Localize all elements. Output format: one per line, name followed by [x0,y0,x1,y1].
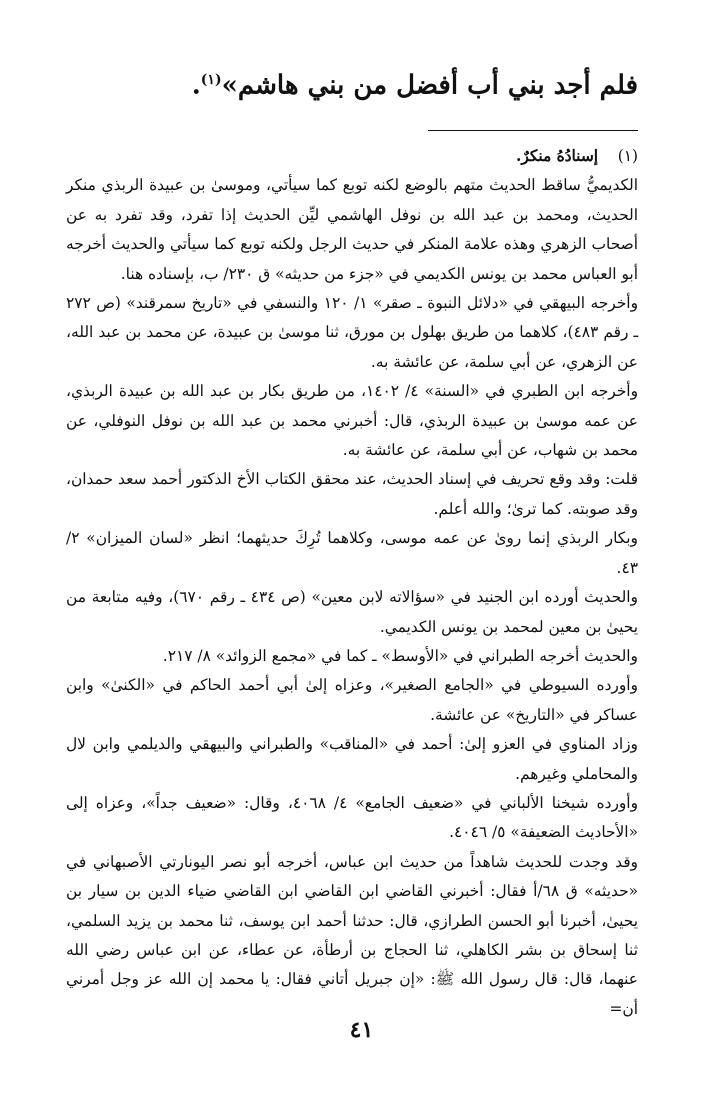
main-text-line [78,60,638,106]
footnote-paragraph: والحديث أورده ابن الجنيد في «سؤالاته لابن معين» (ص ٤٣٤ ـ رقم ٦٧٠)، وفيه متابعة من يحيىٰ بن معين لمحمد بن يونس الكديمي. [66,588,638,636]
footnote-paragraph: وأخرجه ابن الطبري في «السنة» ٤/ ١٤٠٢، من طريق بكار بن عبد الله بن عبيدة الربذي، عن عمه موسىٰ بن عبيدة الربذي، قال: أخبرني محمد بن عبد الله بن نوفل النوفلي، عن محمد بن شهاب، عن أبي سلمة، عن عائشة به. [66,382,638,460]
footnote-number: (١) [617,147,638,165]
footnote-paragraph: وبكار الربذي إنما روىٰ عن عمه موسى، وكلاهما تُرِكَ حديثهما؛ انظر «لسان الميزان» ٢/ ٤٣. [66,529,638,577]
footnotes [66,142,638,1024]
footnote-paragraph: وزاد المناوي في العزو إلىٰ: أحمد في «المناقب» والطبراني والبيهقي والديلمي وابن لال والمحاملي وغيرهم. [66,735,638,783]
footnote-paragraph: الكديميُّ ساقط الحديث متهم بالوضع لكنه توبع كما سيأتي، وموسىٰ بن عبيدة الربذي منكر الحديث، ومحمد بن عبد الله بن نوفل الهاشمي ليِّن الحديث إذا تفرد، وقد تفرد به عن أصحاب الزهري وهذه علامة المنكر في حديث الرجل ولكنه توبع كما سيأتي والحديث أخرجه أبو العباس محمد بن يونس الكديمي في «جزء من حديثه» ق ٢٣٠/ ب، بإسناده هنا. [66,176,638,283]
footnote-ref: (١) [200,72,222,88]
footnote-paragraph: وأخرجه البيهقي في «دلائل النبوة ـ صقر» ١/ ١٢٠ والنسفي في «تاريخ سمرقند» (ص ٢٧٢ ـ رقم ٤٨٣)، كلاهما من طريق بهلول بن مورق، ثنا موسىٰ بن عبيدة، عن محمد بن عبد الله، عن الزهري، عن أبي سلمة، عن عائشة به. [66,294,639,371]
footnote-paragraph: وأورده السيوطي في «الجامع الصغير»، وعزاه إلىٰ أبي أحمد الحاكم في «الكنىٰ» وابن عساكر في «التاريخ» عن عائشة. [66,676,638,724]
footnote-title: إسنادُهُ منكرٌ. [515,147,598,165]
footnote-paragraph: وأورده شيخنا الألباني في «ضعيف الجامع» ٤/ ٤٠٦٨، وقال: «ضعيف جداً»، وعزاه إلى «الأحاديث الضعيفة» ٥/ ٤٠٤٦. [66,793,639,842]
footnote-heading [66,142,638,171]
main-text: فلم أجد بني أب أفضل من بني هاشم» [221,70,638,101]
footnote-paragraph: والحديث أخرجه الطبراني في «الأوسط» ـ كما في «مجمع الزوائد» ٨/ ٢١٧. [162,646,638,665]
main-text-end: . [191,70,201,101]
footnote-separator [428,130,638,131]
footnote-paragraph: وقد وجدت للحديث شاهداً من حديث ابن عباس، أخرجه أبو نصر اليونارتي الأصبهاني في «حديثه» ق ٦٨/أ فقال: أخبرني القاضي ابن القاضي ابن القاضي ضياء الدين بن سيار بن يحيىٰ، أخبرنا أبو الحسن الطرازي، قال: حدثنا أحمد ابن يوسف، ثنا محمد بن يزيد السلمي، ثنا إسحاق بن بشر الكاهلي، ثنا الحجاج بن أرطأة، عن عطاء، عن ابن عباس رضي الله عنهما، قال: قال رسول الله ﷺ: «إن جبريل أتاني فقال: يا محمد إن الله عز وجل أمرني أن= [66,852,638,1018]
footnote-paragraph: قلت: وقد وقع تحريف في إسناد الحديث، عند محقق الكتاب الأخ الدكتور أحمد سعد حمدان، وقد صوبته. كما ترىٰ؛ والله أعلم. [66,470,638,518]
page-number: ٤١ [349,1017,374,1043]
